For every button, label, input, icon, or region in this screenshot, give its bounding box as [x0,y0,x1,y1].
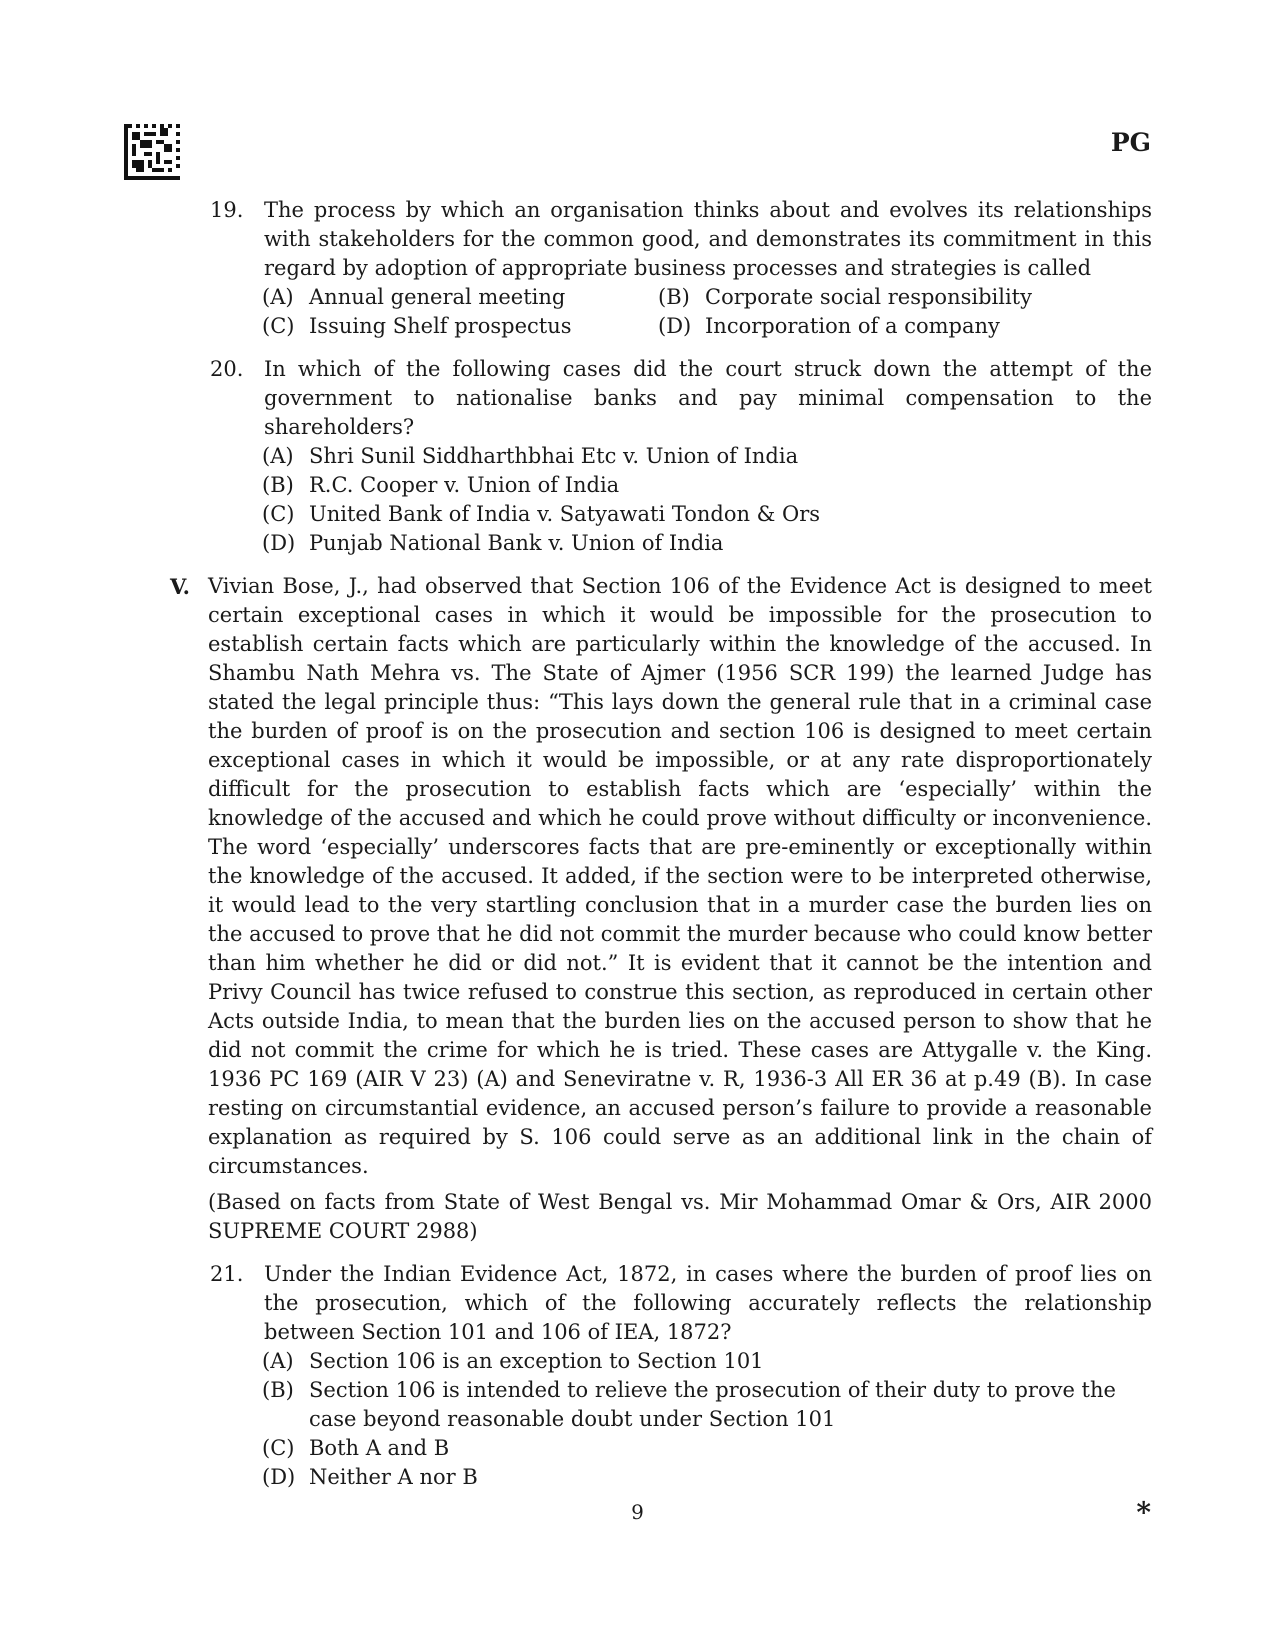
option-b [658,283,1152,312]
option-c [262,500,1152,529]
option-label: (B) [262,1378,294,1402]
page-number: 9 [631,1500,644,1524]
options [262,283,1152,341]
option-a [262,283,658,312]
set-code: PG [1110,128,1151,157]
option-label: (A) [262,285,294,309]
question-text: The process by which an organisation thinks about and evolves its relationships with stakeholders for the common good, and demonstrates its commitment in this regard by adoption of appropriate business processes and strategies is called [264,198,1152,280]
option-text: Corporate social responsibility [705,285,1032,309]
datamatrix-code-icon [124,124,180,180]
question-text: Under the Indian Evidence Act, 1872, in cases where the burden of proof lies on the prosecution, which of the following accurately reflects the relationship between Section 101 and 106 of IEA, 1872? [264,1262,1152,1344]
passage-label: V. [170,574,190,599]
page-content [164,196,1152,1506]
question-number: 20. [210,357,244,381]
option-b [262,1376,1152,1434]
question-number: 21. [210,1262,244,1286]
option-text: Neither A nor B [309,1465,478,1489]
option-text: Punjab National Bank v. Union of India [309,531,724,555]
passage-source: (Based on facts from State of West Bengal vs. Mir Mohammad Omar & Ors, AIR 2000 SUPREME COURT 2988) [208,1190,1152,1243]
option-text: R.C. Cooper v. Union of India [309,473,620,497]
options [262,442,1152,558]
option-label: (C) [262,1436,295,1460]
option-d [262,529,1152,558]
options [262,1347,1152,1492]
star-mark: * [1136,1496,1151,1529]
option-c [262,312,658,341]
option-label: (A) [262,444,294,468]
option-c [262,1434,1152,1463]
option-label: (B) [658,285,690,309]
option-text: Annual general meeting [309,285,566,309]
option-text: United Bank of India v. Satyawati Tondon & Ors [309,502,821,526]
option-label: (C) [262,314,295,338]
question-21 [164,1260,1152,1492]
passage-v [164,572,1152,1246]
option-a [262,442,1152,471]
option-d [262,1463,1152,1492]
option-label: (D) [658,314,692,338]
option-text: Both A and B [309,1436,450,1460]
option-label: (D) [262,1465,296,1489]
question-20 [164,355,1152,558]
option-a [262,1347,1152,1376]
option-text: Incorporation of a company [705,314,1000,338]
option-text: Section 106 is an exception to Section 101 [309,1349,764,1373]
option-b [262,471,1152,500]
passage-text: Vivian Bose, J., had observed that Section 106 of the Evidence Act is designed to meet certain exceptional cases in which it would be impossible for the prosecution to establish certain facts which are particularly within the knowledge of the accused. In Shambu Nath Mehra vs. The State of Ajmer (1956 SCR 199) the learned Judge has stated the legal principle thus: “This lays down the general rule that in a criminal case the burden of proof is on the prosecution and section 106 is designed to meet certain exceptional cases in which it would be impossible, or at any rate disproportionately difficult for the prosecution to establish facts which are ‘especially’ within the knowledge of the accused and which he could prove without difficulty or inconvenience. The word ‘especially’ underscores facts that are pre-eminently or exceptionally within the knowledge of the accused. It added, if the section were to be interpreted otherwise, it would lead to the very startling conclusion that in a murder case the burden lies on the accused to prove that he did not commit the murder because who could know better than him whether he did or did not.” It is evident that it cannot be the intention and Privy Council has twice refused to construe this section, as reproduced in certain other Acts outside India, to mean that the burden lies on the accused person to show that he did not commit the crime for which he is tried. These cases are Attygalle v. the King. 1936 PC 169 (AIR V 23) (A) and Seneviratne v. R, 1936-3 All ER 36 at p.49 (B). In case resting on circumstantial evidence, an accused person’s failure to provide a reasonable explanation as required by S. 106 could serve as an additional link in the chain of circumstances. [208,574,1152,1178]
option-d [658,312,1152,341]
question-number: 19. [210,198,244,222]
option-label: (C) [262,502,295,526]
question-19 [164,196,1152,341]
option-label: (D) [262,531,296,555]
option-label: (B) [262,473,294,497]
option-text: Issuing Shelf prospectus [309,314,572,338]
option-text: Section 106 is intended to relieve the prosecution of their duty to prove the case beyond reasonable doubt under Section 101 [309,1378,1116,1431]
question-text: In which of the following cases did the court struck down the attempt of the government to nationalise banks and pay minimal compensation to the shareholders? [264,357,1152,439]
option-label: (A) [262,1349,294,1373]
option-text: Shri Sunil Siddharthbhai Etc v. Union of India [309,444,799,468]
